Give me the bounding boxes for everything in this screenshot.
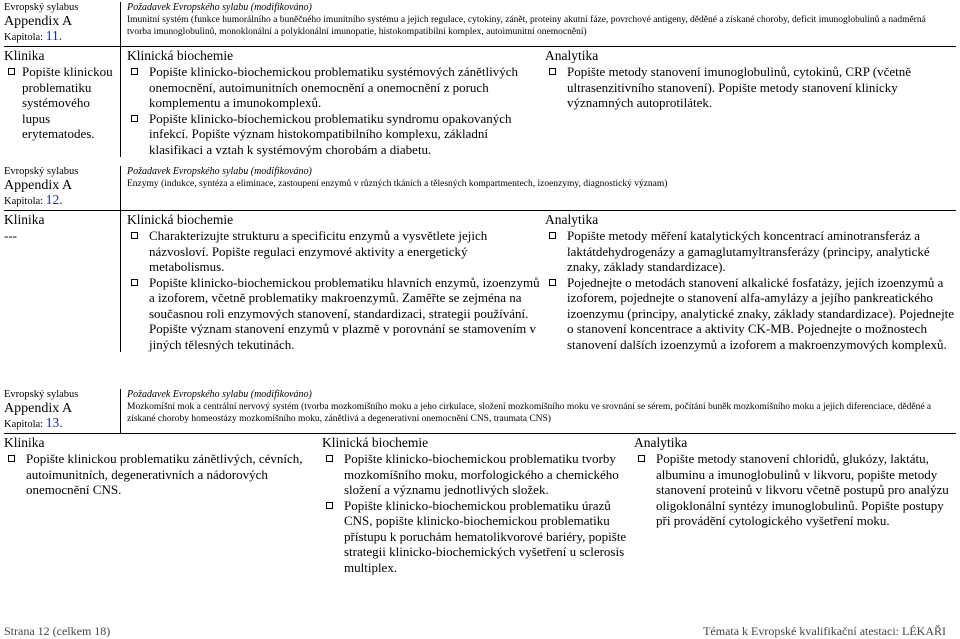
analytika-column [545,211,956,352]
klinika-column [4,434,322,575]
list-item: Popište klinicko-biochemickou problematiku tvorby mozkomíšního moku, morfologického a chemického složení a významu jednotlivých složek. [322,451,634,498]
chapter-line [4,416,120,431]
biochemie-list [127,64,545,157]
list-item: Charakterizujte strukturu a specificitu enzymů a vysvětlete jejich názvosloví. Popište regulaci enzymové aktivity a energetický metabolismus. [127,228,545,275]
analytika-heading: Analytika [545,212,599,227]
syllabus-label: Evropský sylabus [4,389,79,400]
analytika-column [545,47,956,157]
biochemie-list [322,451,634,575]
biochemie-heading: Klinická biochemie [127,48,234,63]
klinika-list [4,64,120,142]
syllabus-label: Evropský sylabus [4,2,79,13]
klinika-heading: Klinika [4,435,45,450]
klinika-heading: Klinika [4,212,45,227]
requirement-title: Požadavek Evropského sylabu (modifikováno) [127,166,312,177]
analytika-heading: Analytika [545,48,599,63]
syllabus-label: Evropský sylabus [4,166,79,177]
chapter-number: 12. [45,192,63,207]
syllabus-meta [4,166,121,210]
list-item: Popište klinicko-biochemickou problematiku úrazů CNS, popište klinicko-biochemickou problematiku přístupu k poruchám hematolikvorové bariéry, popište strategii klinicko-biochemických vyšetření u sclerosis multiplex. [322,498,634,576]
klinika-column [4,211,121,352]
appendix-label: Appendix A [4,178,73,193]
list-item: Popište klinickou problematiku zánětlivých, cévních, autoimunitních, degenerativních a nádorových onemocnění CNS. [4,451,322,498]
section-chapter-13 [4,389,956,575]
requirement-box [121,2,956,46]
list-item: Popište metody měření katalytických koncentrací aminotransferáz a laktátdehydrogenázy a gamaglutamyltransferázy (principy, analytické znaky, základy standardizace). [545,228,956,275]
requirement-title: Požadavek Evropského sylabu (modifikováno) [127,2,312,13]
biochemie-column [121,211,545,352]
list-item: Popište klinicko-biochemickou problematiku syndromu opakovaných infekcí. Popište význam histokompatibilního komplexu, základní klasifikaci a vztah k systémovým chorobám a diabetu. [127,111,545,158]
list-item: Popište klinickou problematiku systémového lupus erytematodes. [4,64,120,142]
requirement-text: Imunitní systém (funkce humorálního a buněčného imunitního systému a jejich regulace, cytokiny, zánět, proteiny akutní fáze, povrchové antigeny, děděné a získané choroby, deficit imunoglobulinů a nadměrná tvorba imunoglobulinů, monoklonální a polyklonální imunopatie, histokompatibilní komplex, autoimunitní onemocnění) [127,15,926,37]
biochemie-heading: Klinická biochemie [127,212,234,227]
appendix-label: Appendix A [4,14,73,29]
biochemie-list [127,228,545,352]
klinika-list [4,451,322,498]
chapter-label: Kapitola: [4,32,44,43]
klinika-heading: Klinika [4,48,45,63]
section-header [4,389,956,434]
analytika-list [545,228,956,352]
klinika-column [4,47,121,157]
section-columns [4,434,956,575]
analytika-column [634,434,956,575]
section-header [4,166,956,211]
section-header [4,2,956,47]
chapter-number: 11. [45,28,63,43]
list-item: Popište klinicko-biochemickou problematiku systémových zánětlivých onemocnění, autoimunitních onemocnění a onemocnění z poruch komplementu a imunokomplexů. [127,64,545,111]
chapter-line [4,193,120,208]
biochemie-column [121,47,545,157]
requirement-box [121,389,956,433]
requirement-title: Požadavek Evropského sylabu (modifikováno) [127,389,312,400]
page-number: Strana 12 (celkem 18) [4,624,111,638]
syllabus-meta [4,389,121,433]
document-title: Témata k Evropské kvalifikační atestaci: LÉKAŘI [703,624,946,638]
list-item: Popište metody stanovení imunoglobulinů, cytokinů, CRP (včetně ultrasenzitivního stanovení). Popište metody stanovení klinicky významných autoprotilátek. [545,64,916,111]
syllabus-meta [4,2,121,46]
biochemie-heading: Klinická biochemie [322,435,429,450]
section-columns [4,211,956,352]
analytika-list [634,451,956,529]
list-item: Pojednejte o metodách stanovení alkalické fosfatázy, jejích izoenzymů a izoforem, pojednejte o stanovení alfa-amylázy a jejího pankreatického izoenzymu (principy, analytické znaky, základy standardizace). Pojednejte o stanovení koncentrace a aktivity CK-MB. Pojednejte o možnostech stanovení dalších izoenzymů a izoforem a makroenzymových komplexů. [545,275,956,353]
page-footer [4,624,946,638]
list-item: Popište klinicko-biochemickou problematiku hlavních enzymů, izoenzymů a izoforem, včetně problematiky makroenzymů. Zaměřte se zejména na současnou roli enzymových stanovení, standardizaci, strategii používání. Popište význam stanovení enzymů v plazmě v porovnání se stamovením v jiných tělesných tekutinách. [127,275,545,353]
chapter-number: 13. [45,415,63,430]
biochemie-column [322,434,634,575]
list-item: Popište metody stanovení chloridů, glukózy, laktátu, albuminu a imunoglobulinů v likvoru, popište metody stanovení proteinů v likvoru včetně postupů pro analýzu oligoklonální syntézy imunoglobulinů. Popište postupy při provádění cytologického vyšetření moku. [634,451,956,529]
klinika-empty-marker: --- [4,228,17,243]
section-chapter-11 [4,2,956,157]
requirement-text: Enzymy (indukce, syntéza a eliminace, zastoupení enzymů v různých tkáních a tělesných kompartmentech, izoenzymy, diagnostický význam) [127,179,668,189]
requirement-box [121,166,956,210]
analytika-heading: Analytika [634,435,688,450]
appendix-label: Appendix A [4,401,73,416]
chapter-label: Kapitola: [4,196,44,207]
section-chapter-12 [4,166,956,352]
section-columns [4,47,956,157]
requirement-text: Mozkomíšní mok a centrální nervový systém (tvorba mozkomíšního moku a jeho cirkulace, složení mozkomíšního moku ve srovnání se sérem, počítání buněk mozkomíšního moku a jejich diferenciace, děděné a získané choroby homeostázy mozkomíšního moku, zánětlivá a degenerativní onemocnění CNS, traumata CNS) [127,402,932,424]
analytika-list [545,64,916,111]
chapter-line [4,29,120,44]
chapter-label: Kapitola: [4,419,44,430]
